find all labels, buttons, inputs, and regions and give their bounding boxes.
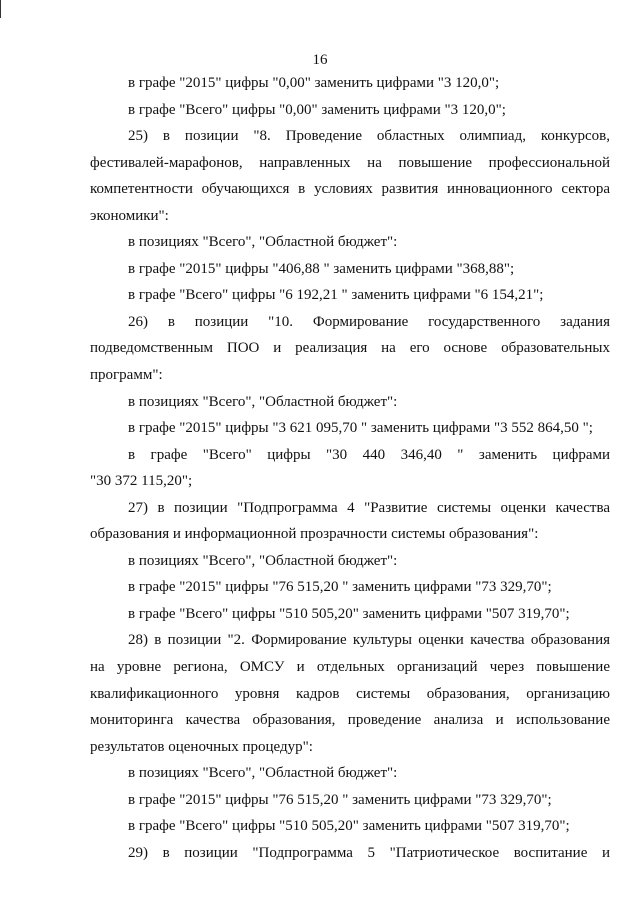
text-line: программ": [90, 367, 163, 384]
text-line: фестивалей-марафонов, направленных на повышение профессиональной [90, 154, 610, 171]
text-line: в позициях "Всего", "Областной бюджет": [128, 234, 398, 251]
text-line: в графе "2015" цифры "3 621 095,70 " заменить цифрами "3 552 864,50 "; [128, 420, 593, 437]
text-line: в графе "2015" цифры "0,00" заменить цифрами "3 120,0"; [128, 75, 500, 91]
text-line: 28) в позиции "2. Формирование культуры оценки качества образования [128, 632, 610, 649]
text-line: мониторинга качества образования, проведение анализа и использование [90, 712, 610, 729]
text-line: 29) в позиции "Подпрограмма 5 "Патриотическое воспитание и [128, 844, 610, 861]
text-line: на уровне региона, ОМСУ и отдельных организаций через повышение [90, 659, 610, 676]
text-line: в графе "Всего" цифры "510 505,20" заменить цифрами "507 319,70"; [128, 605, 570, 622]
text-line: 27) в позиции "Подпрограмма 4 "Развитие системы оценки качества [128, 499, 610, 516]
text-line: в графе "Всего" цифры "6 192,21 " заменить цифрами "6 154,21"; [128, 287, 544, 304]
amendment-text [90, 70, 610, 866]
text-line: образования и информационной прозрачности системы образования": [90, 526, 539, 543]
text-line: в графе "Всего" цифры "0,00" заменить цифрами "3 120,0"; [128, 101, 506, 118]
page-number: 16 [312, 52, 328, 68]
text-line: квалификационного уровня кадров системы образования, организацию [90, 685, 610, 702]
scan-edge-mark [0, 0, 1, 18]
text-line: в графе "2015" цифры "406,88 " заменить цифрами "368,88"; [128, 260, 515, 277]
text-line: экономики": [90, 207, 169, 224]
text-line: подведомственным ПОО и реализация на его основе образовательных [90, 340, 610, 357]
text-line: результатов оценочных процедур": [90, 738, 313, 755]
text-line: "30 372 115,20"; [90, 473, 193, 490]
text-line: в графе "Всего" цифры "510 505,20" заменить цифрами "507 319,70"; [128, 818, 570, 835]
text-line: в графе "2015" цифры "76 515,20 " заменить цифрами "73 329,70"; [128, 579, 552, 596]
text-line: в позициях "Всего", "Областной бюджет": [128, 765, 398, 782]
text-line: в графе "Всего" цифры "30 440 346,40 " заменить цифрами [128, 446, 610, 463]
text-line: в графе "2015" цифры "76 515,20 " заменить цифрами "73 329,70"; [128, 791, 552, 808]
text-line: в позициях "Всего", "Областной бюджет": [128, 552, 398, 569]
text-line: компетентности обучающихся в условиях развития инновационного сектора [90, 181, 610, 198]
text-line: 25) в позиции "8. Проведение областных олимпиад, конкурсов, [128, 128, 610, 145]
text-line: 26) в позиции "10. Формирование государственного задания [128, 313, 610, 330]
text-line: в позициях "Всего", "Областной бюджет": [128, 393, 398, 410]
